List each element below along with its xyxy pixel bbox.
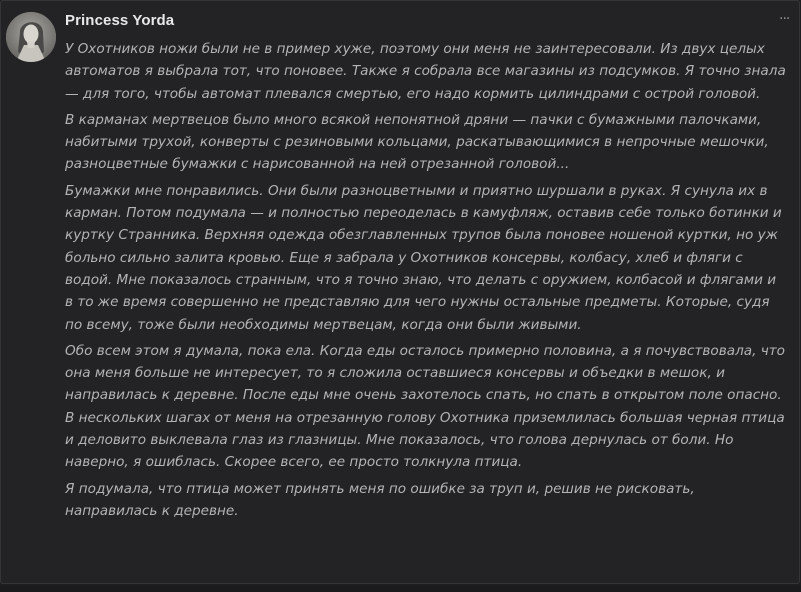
post-paragraph: В карманах мертвецов было много всякой непонятной дряни — пачки с бумажными палочками, набитыми трухой, конверты с резиновыми кольцами, раскатывающимися в непрочные мешочки, разноцветные бумажки с нарисованной на ней отрезанной головой... bbox=[65, 111, 769, 173]
avatar[interactable] bbox=[6, 12, 56, 62]
post-paragraph: У Охотников ножи были не в пример хуже, поэтому они меня не заинтересовали. Из двух целых автоматов я выбрала тот, что поновее. Также я собрала все магазины из подсумков. Я точно знала — для того, чтобы автомат плевался смертью, его надо кормить цилиндрами с острой головой. bbox=[65, 41, 786, 102]
post-paragraph: Обо всем этом я думала, пока ела. Когда еды осталось примерно половина, а я почувствовала, что она меня больше не интересует, то я сложила оставшиеся консервы и объедки в мешок, и направилась к деревне. После еды мне очень захотелось спать, но спать в открытом поле опасно. В нескольких шагах от меня на отрезанную голову Охотника приземлилась большая черная птица и деловито выклевала глаз из глазницы. Мне показалось, что голова дернулась от боли. Но наверно, я ошиблась. Скорее всего, ее просто толкнула птица. bbox=[65, 342, 785, 471]
post-body bbox=[65, 38, 787, 526]
ellipsis-icon[interactable]: ··· bbox=[779, 11, 790, 27]
post-paragraph: Бумажки мне понравились. Они были разноцветными и приятно шуршали в руках. Я сунула их в карман. Потом подумала — и полностью переоделась в камуфляж, оставив себе только ботинки и куртку Странника. Верхняя одежда обезглавленных трупов была поновее ношеной куртки, но уж больно сильно залита кровью. Еще я забрала у Охотников консервы, колбасу, хлеб и фляги с водой. Мне показалось странным, что я точно знаю, что делать с оружием, колбасой и флягами и в то же время совершенно не представляю для чего нужны остальные предметы. Которые, судя по всему, тоже были необходимы мертвецам, когда они были живыми. bbox=[65, 182, 782, 333]
page-background bbox=[0, 586, 801, 592]
avatar-image bbox=[6, 12, 56, 62]
post-author[interactable]: Princess Yorda bbox=[65, 12, 175, 29]
post-paragraph: Я подумала, что птица может принять меня по ошибке за труп и, решив не рисковать, направилась к деревне. bbox=[65, 480, 695, 519]
